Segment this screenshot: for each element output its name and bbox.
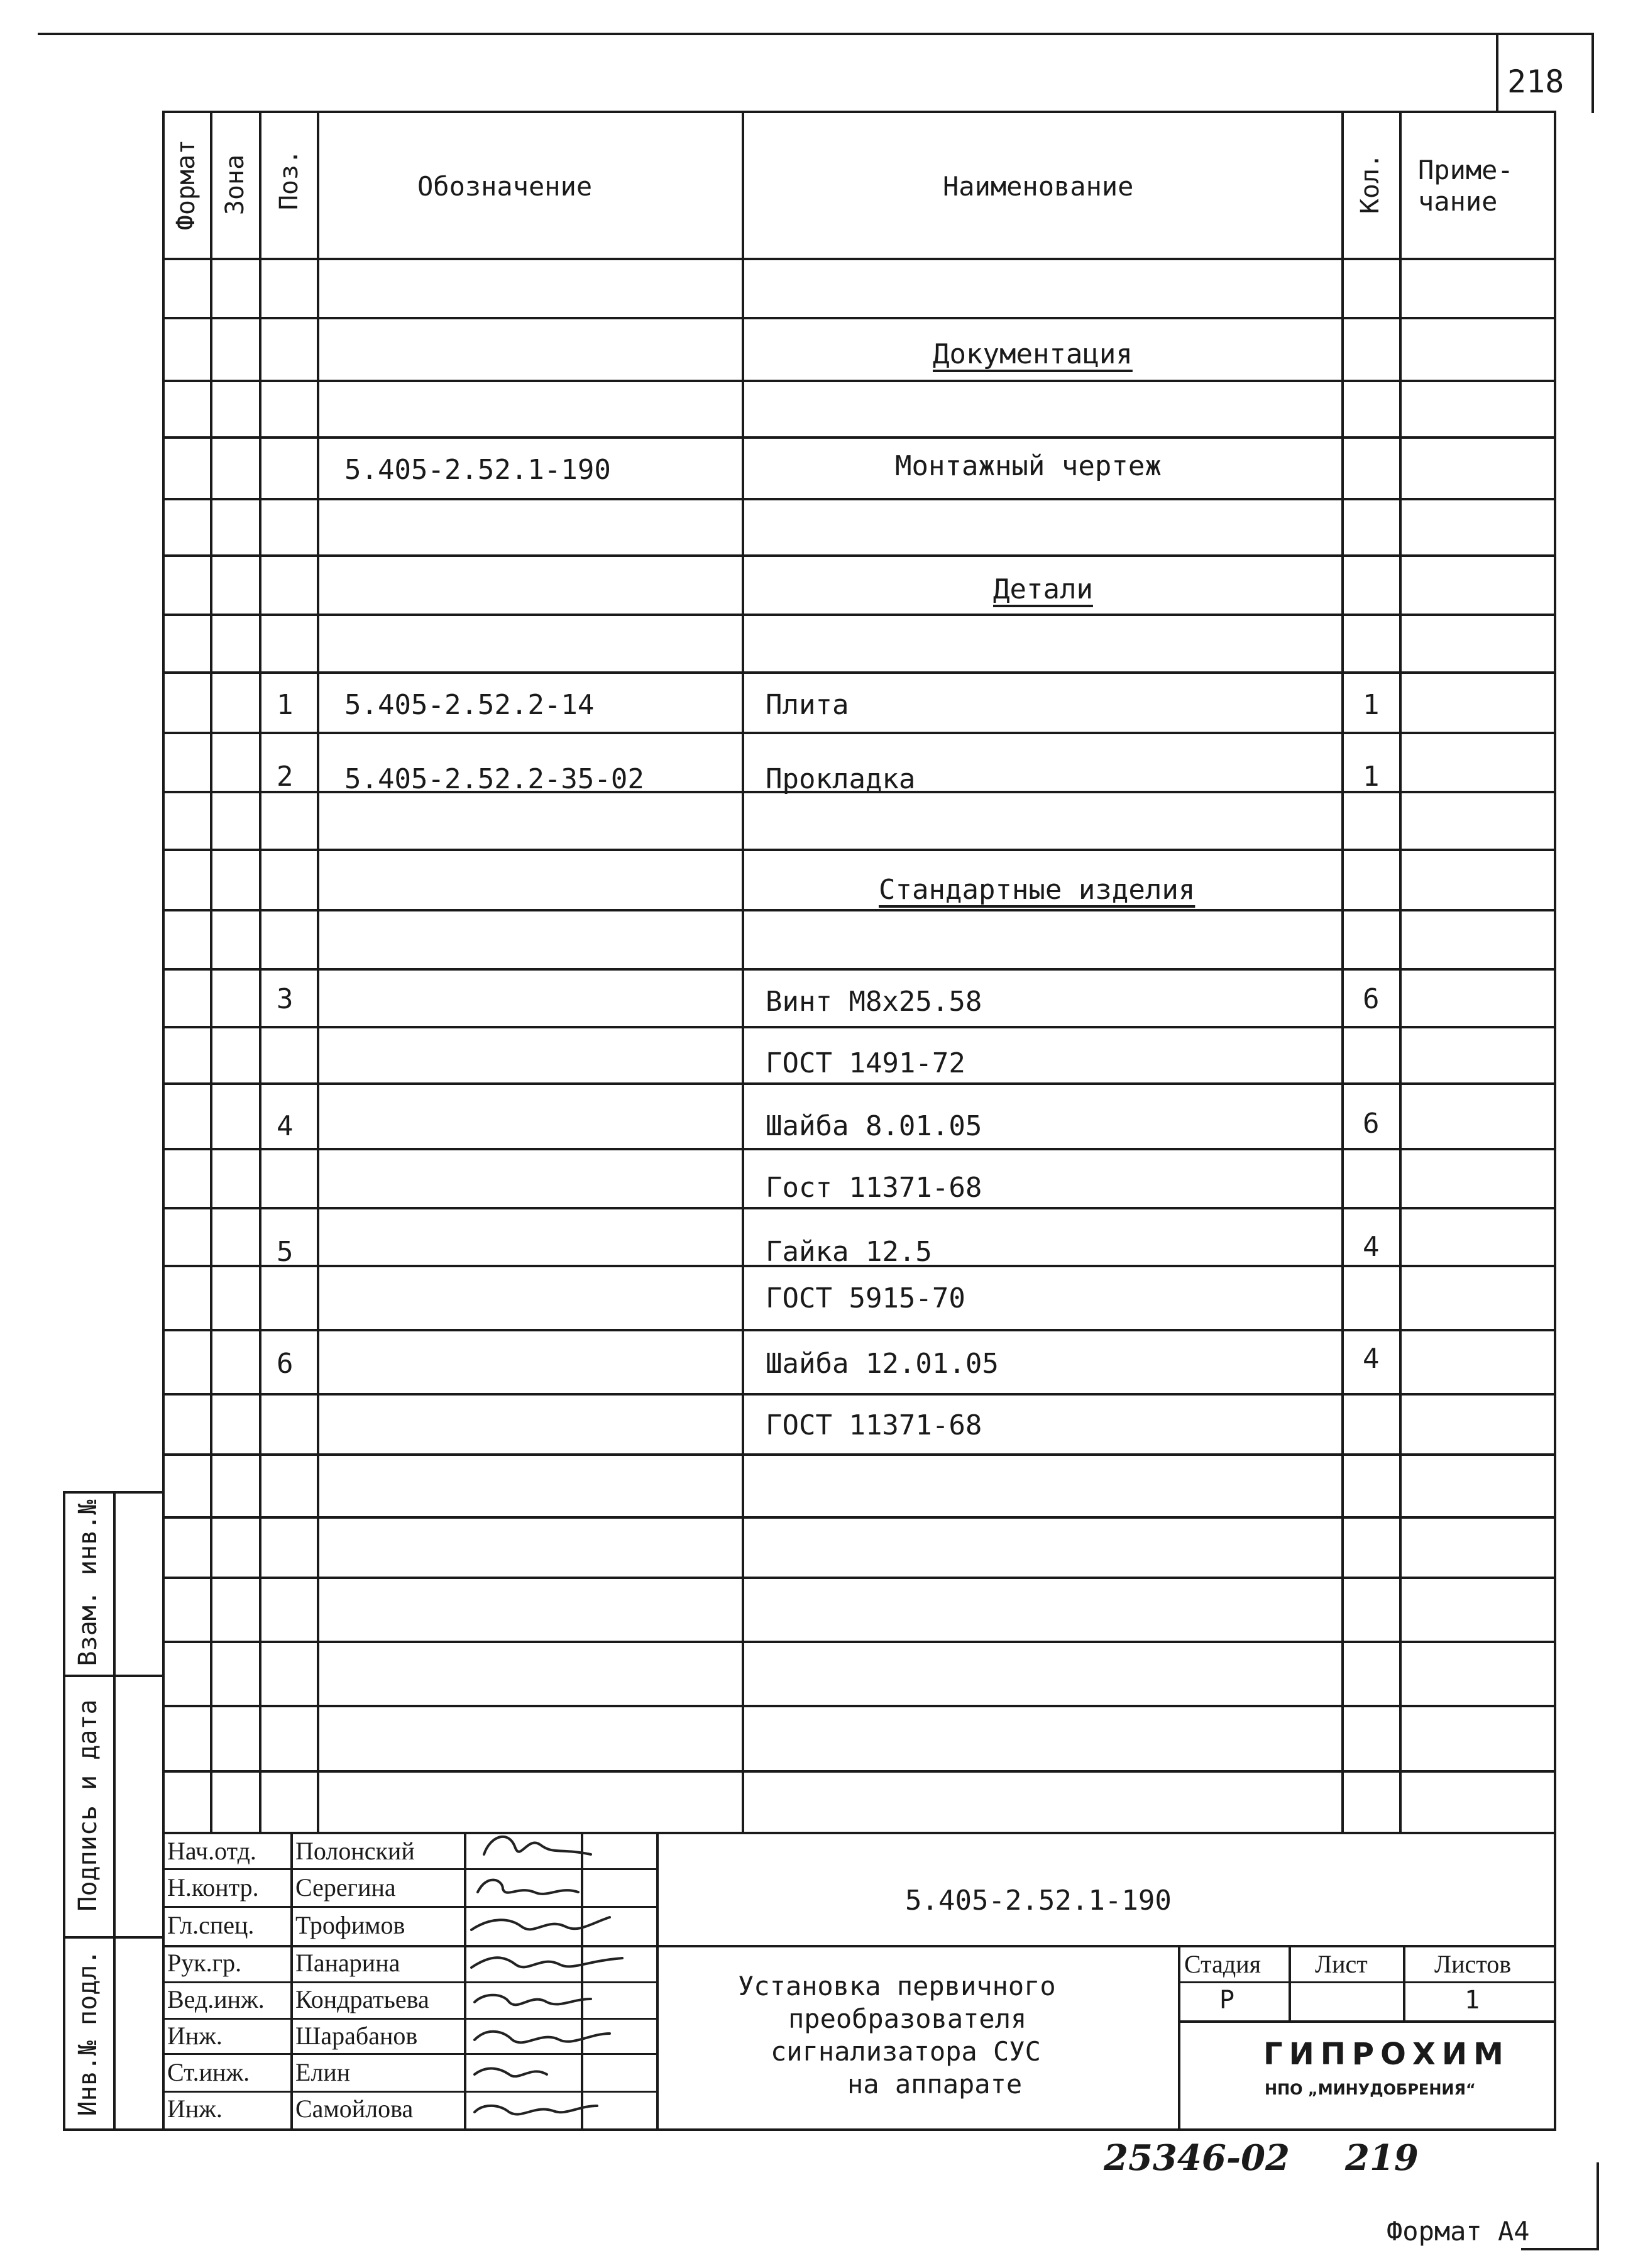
tb-name: Кондратьева [295, 1985, 429, 2013]
header-format: Формат [172, 139, 201, 231]
r2-name: Прокладка [766, 763, 916, 795]
doc1-name: Монтажный чертеж [895, 450, 1162, 482]
tb-col-stage [1178, 1945, 1180, 2128]
row-line [162, 1393, 1555, 1395]
col-line-qty [1399, 111, 1402, 1834]
r1-pos: 1 [277, 689, 294, 721]
row-line [162, 380, 1555, 382]
header-note-line2: чание [1418, 186, 1498, 217]
row-line [162, 1770, 1555, 1773]
r6-name: Шайба 12.01.05 [766, 1348, 999, 1380]
top-border-line [38, 33, 1594, 35]
tb-org-name: ГИПРОХИМ [1263, 2037, 1510, 2072]
tb-stage-value: Р [1219, 1986, 1235, 2015]
tb-role: Н.контр. [167, 1873, 259, 1902]
tb-name: Шарабанов [295, 2022, 418, 2050]
col-line-designation [742, 111, 744, 1834]
tb-col-role [290, 1832, 293, 2128]
r4-qty: 6 [1363, 1108, 1380, 1140]
header-qty: Кол. [1356, 153, 1385, 214]
col-line-name [1341, 111, 1344, 1834]
header-note-line1: Приме- [1418, 155, 1514, 185]
row-line [162, 614, 1555, 616]
r2-designation: 5.405-2.52.2-35-02 [344, 763, 644, 795]
r3-name: Винт М8х25.58 [766, 986, 982, 1018]
tb-name: Серегина [295, 1873, 396, 1902]
r3b-name: ГОСТ 1491-72 [766, 1047, 965, 1079]
footer-format: Формат А4 [1387, 2216, 1530, 2247]
r5-name: Гайка 12.5 [766, 1236, 932, 1268]
footer-page-no: 219 [1345, 2137, 1419, 2179]
tb-name: Панарина [295, 1949, 400, 1977]
col-line-pos [317, 111, 319, 1834]
r5-pos: 5 [277, 1236, 294, 1268]
signatures [465, 1810, 629, 2128]
sheet-number-box-left [1496, 33, 1498, 113]
r4b-name: Гост 11371-68 [766, 1172, 982, 1204]
header-designation: Обозначение [417, 171, 593, 202]
tb-name: Трофимов [295, 1911, 405, 1939]
side-strip-div1 [63, 1675, 163, 1677]
row-line [162, 732, 1555, 734]
row-line [162, 1329, 1555, 1331]
row-line [162, 1082, 1555, 1085]
r6-qty: 4 [1363, 1343, 1380, 1375]
sheet-number-box-right [1591, 33, 1594, 113]
frame-right [1554, 111, 1556, 2130]
section-documentation: Документация [933, 338, 1133, 370]
r6-pos: 6 [277, 1348, 294, 1380]
row-line [162, 1207, 1555, 1209]
header-bottom [162, 258, 1555, 260]
r5b-name: ГОСТ 5915-70 [766, 1282, 965, 1314]
tb-col-date [656, 1832, 659, 2128]
doc1-designation: 5.405-2.52.1-190 [344, 454, 611, 486]
tb-role: Инж. [167, 2095, 223, 2123]
r3-qty: 6 [1363, 983, 1380, 1015]
tb-name: Самойлова [295, 2095, 414, 2123]
tb-name: Елин [295, 2058, 351, 2086]
side-label-sign-date: Подпись и дата [74, 1699, 102, 1912]
format-marker-line [1597, 2162, 1599, 2250]
header-name: Наименование [943, 171, 1134, 202]
side-strip-left [63, 1491, 65, 2130]
section-standard: Стандартные изделия [879, 874, 1196, 906]
row-line [162, 1026, 1555, 1028]
header-pos: Поз. [275, 149, 304, 211]
row-line [162, 554, 1555, 557]
side-label-inv-orig: Инв.№ подл. [74, 1949, 102, 2117]
side-strip-top [63, 1491, 163, 1494]
row-line [162, 968, 1555, 971]
frame-bottom [63, 2128, 1556, 2131]
side-label-inv-replace: Взам. инв.№ [74, 1499, 102, 1666]
frame-left [162, 111, 165, 2130]
col-line-format [210, 111, 212, 1834]
tb-role: Гл.спец. [167, 1911, 255, 1939]
row-line [162, 1453, 1555, 1456]
tb-sheet-label: Лист [1315, 1950, 1368, 1978]
tb-sheets-value: 1 [1465, 1986, 1480, 2015]
section-details: Детали [993, 573, 1093, 605]
tb-stage-line [1178, 1981, 1555, 1983]
row-line [162, 1516, 1555, 1519]
row-line [162, 849, 1555, 851]
frame-top [162, 111, 1555, 113]
row-line [162, 317, 1555, 319]
side-strip-mid [113, 1491, 116, 2130]
tb-role: Ст.инж. [167, 2058, 250, 2086]
row-line [162, 1577, 1555, 1579]
tb-title-line: преобразователя [788, 2003, 1027, 2034]
tb-role: Нач.отд. [167, 1837, 256, 1865]
r1-qty: 1 [1363, 689, 1380, 721]
tb-document-code: 5.405-2.52.1-190 [905, 1885, 1172, 1917]
header-zone: Зона [221, 154, 250, 216]
row-line [162, 1148, 1555, 1150]
tb-role: Инж. [167, 2022, 223, 2050]
row-line [162, 909, 1555, 911]
tb-title-line: Установка первичного [738, 1971, 1056, 2001]
r1-name: Плита [766, 689, 849, 721]
r2-qty: 1 [1363, 761, 1380, 793]
tb-sheets-label: Листов [1434, 1950, 1512, 1978]
r4-pos: 4 [277, 1110, 294, 1142]
tb-role: Вед.инж. [167, 1985, 265, 2013]
r1-designation: 5.405-2.52.2-14 [344, 689, 595, 721]
r6b-name: ГОСТ 11371-68 [766, 1409, 982, 1441]
format-underline [1521, 2248, 1599, 2250]
side-strip-div2 [63, 1936, 163, 1939]
footer-archive-no: 25346-02 [1104, 2137, 1290, 2179]
title-block-top [162, 1832, 1555, 1834]
col-line-zone [259, 111, 261, 1834]
tb-org-sub: НПО „МИНУДОБРЕНИЯ“ [1265, 2081, 1476, 2098]
row-line [162, 498, 1555, 500]
tb-title-line: сигнализатора СУС [771, 2036, 1041, 2067]
tb-name: Полонский [295, 1837, 415, 1865]
tb-title-line: на аппарате [847, 2069, 1023, 2100]
row-line [162, 671, 1555, 674]
row-line [162, 436, 1555, 439]
row-line [162, 1705, 1555, 1707]
tb-stage-label: Стадия [1184, 1950, 1261, 1978]
r4-name: Шайба 8.01.05 [766, 1110, 982, 1142]
r3-pos: 3 [277, 983, 294, 1015]
r5-qty: 4 [1363, 1231, 1380, 1263]
r2-pos: 2 [277, 761, 294, 793]
row-line [162, 1641, 1555, 1643]
sheet-number: 218 [1507, 63, 1564, 100]
tb-stage-bottom [1178, 2020, 1555, 2023]
tb-role: Рук.гр. [167, 1949, 242, 1977]
